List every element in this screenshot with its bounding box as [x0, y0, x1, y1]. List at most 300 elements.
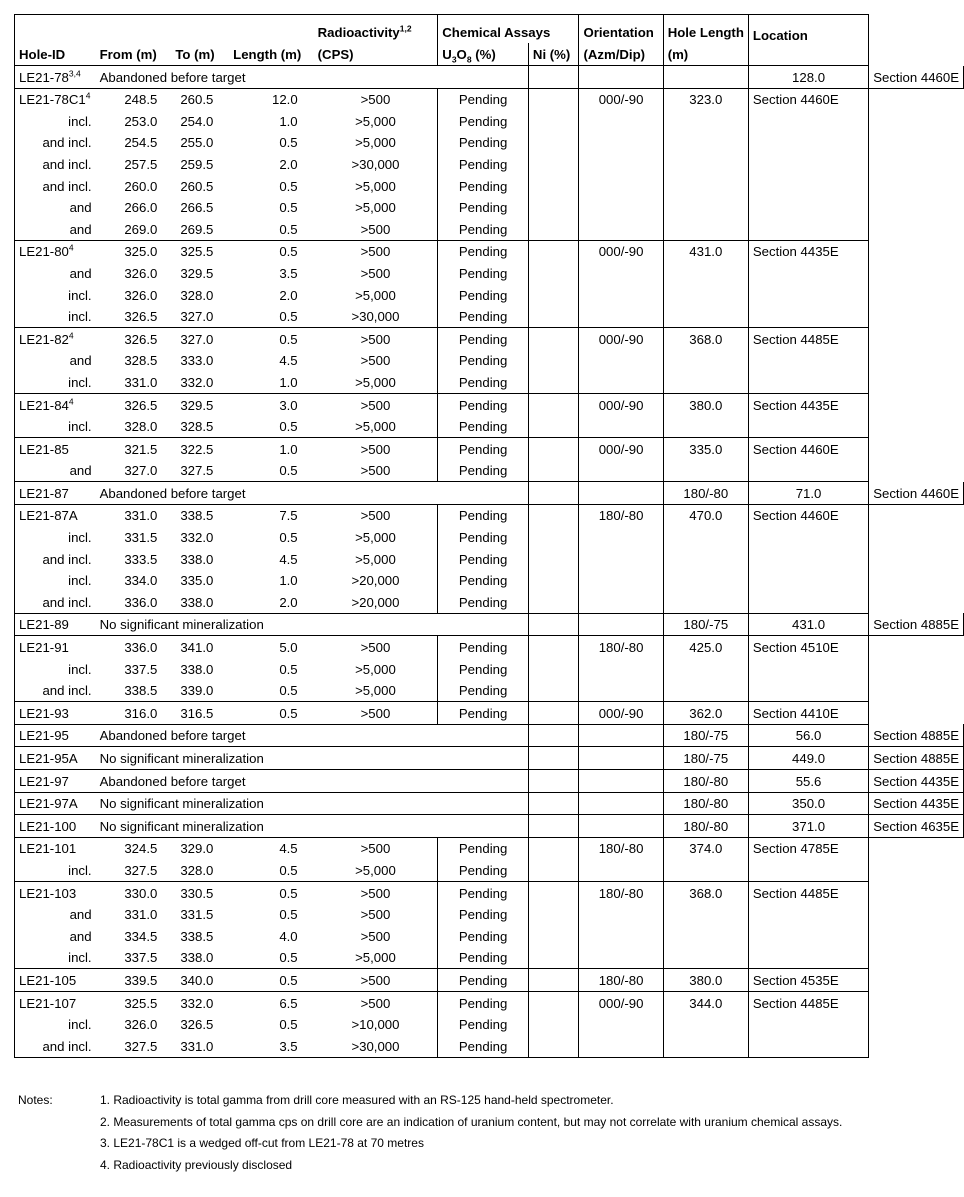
ni-cell	[528, 350, 579, 372]
location-cell	[748, 680, 868, 702]
length-cell: 0.5	[279, 1017, 298, 1033]
ni-cell	[528, 837, 579, 859]
ni-cell	[528, 153, 579, 175]
interval-qualifier: and incl.	[15, 175, 96, 197]
radioactivity-cell	[438, 482, 529, 505]
hole-id: LE21-95A	[19, 751, 78, 766]
orientation-cell: 180/-80	[579, 881, 663, 903]
hole-length-cell: 425.0	[663, 636, 748, 658]
hole-id-cell	[15, 837, 96, 859]
radioactivity-cell: >500	[314, 504, 438, 526]
hole-id: LE21-97	[19, 773, 69, 789]
hole-length-cell	[663, 132, 748, 154]
radioactivity-cell: >5,000	[314, 680, 438, 702]
hole-length-cell	[663, 306, 748, 328]
orientation-cell: 180/-80	[579, 636, 663, 658]
table-row	[15, 770, 964, 793]
drill-results-table	[14, 14, 964, 1058]
hole-length-cell	[663, 570, 748, 592]
ni-cell	[579, 613, 663, 636]
orientation-cell	[579, 859, 663, 881]
from-cell: 326.5	[124, 331, 158, 347]
length-cell: 0.5	[229, 416, 313, 438]
hole-id-cell	[15, 504, 96, 526]
interval-qualifier: and incl.	[15, 548, 96, 570]
location-cell: Section 4635E	[869, 815, 964, 838]
radioactivity-cell	[438, 770, 529, 793]
to-cell: 322.5	[180, 441, 214, 457]
u3o8-cell: Pending	[438, 881, 529, 903]
hole-id-cell	[15, 747, 96, 770]
from-cell: 327.5	[96, 859, 172, 881]
location-cell	[748, 197, 868, 219]
from-cell: 260.0	[124, 178, 158, 194]
hole-length-cell	[663, 680, 748, 702]
hole-id-cell	[15, 815, 96, 838]
table-row	[15, 881, 964, 903]
location-cell	[748, 218, 868, 240]
to-cell: 325.5	[180, 244, 214, 260]
radioactivity-cell: >5,000	[314, 658, 438, 680]
to-cell: 332.0	[180, 995, 214, 1011]
u3o8-cell	[528, 792, 579, 815]
hole-id-cell	[15, 792, 96, 815]
radioactivity-cell: >5,000	[314, 548, 438, 570]
hole-length-cell: 449.0	[748, 747, 868, 770]
orientation-cell: 180/-75	[663, 613, 748, 636]
hole-id: LE21-85	[19, 441, 69, 457]
u3o8-cell	[528, 66, 579, 89]
table-row	[15, 947, 964, 969]
hole-id-cell	[15, 702, 96, 725]
ni-cell	[579, 792, 663, 815]
hole-length-cell: 368.0	[663, 328, 748, 350]
table-row	[15, 416, 964, 438]
to-cell: 255.0	[180, 135, 214, 151]
header-orientation: Orientation	[579, 15, 663, 44]
ni-cell	[579, 66, 663, 89]
hole-id-cell	[15, 88, 96, 110]
orientation-cell: 180/-80	[663, 792, 748, 815]
to-cell: 328.5	[171, 416, 229, 438]
orientation-cell	[663, 66, 748, 89]
table-row	[15, 66, 964, 89]
length-cell: 0.5	[229, 460, 313, 482]
length-cell: 6.5	[279, 995, 298, 1011]
orientation-cell	[579, 284, 663, 306]
u3o8-cell: Pending	[438, 371, 529, 393]
u3o8-cell: Pending	[438, 504, 529, 526]
hole-length-cell: 128.0	[748, 66, 868, 89]
interval-qualifier: incl.	[15, 658, 96, 680]
note-2: 2. Measurements of total gamma cps on drill core are an indication of uranium content, but may not correlate with uranium chemical assays.	[100, 1114, 843, 1129]
table-row	[15, 815, 964, 838]
u3o8-cell: Pending	[438, 132, 529, 154]
interval-qualifier: incl.	[15, 859, 96, 881]
header-chemical-assays: Chemical Assays	[438, 15, 579, 44]
from-cell: 327.5	[96, 1035, 172, 1057]
hole-id: LE21-93	[19, 705, 69, 721]
to-cell: 269.5	[171, 218, 229, 240]
u3o8-cell: Pending	[438, 110, 529, 132]
ni-cell	[528, 460, 579, 482]
from-cell: 257.5	[124, 156, 158, 172]
u3o8-cell	[528, 747, 579, 770]
from-cell: 327.0	[96, 460, 172, 482]
location-cell: Section 4410E	[748, 702, 868, 725]
hole-length-cell: 350.0	[748, 792, 868, 815]
orientation-cell: 000/-90	[579, 328, 663, 350]
orientation-cell	[579, 350, 663, 372]
u3o8-cell: Pending	[438, 837, 529, 859]
to-cell: 327.0	[171, 306, 229, 328]
orientation-cell	[579, 947, 663, 969]
hole-id-cell	[15, 482, 96, 505]
from-cell: 248.5	[124, 92, 158, 108]
location-cell: Section 4485E	[748, 991, 868, 1013]
hole-note: No significant mineralization	[96, 815, 438, 838]
ni-cell	[528, 371, 579, 393]
location-cell: Section 4535E	[748, 969, 868, 992]
note-4: 4. Radioactivity previously disclosed	[100, 1157, 293, 1172]
length-cell: 0.5	[229, 859, 313, 881]
radioactivity-cell	[438, 747, 529, 770]
hole-length-cell: 431.0	[663, 240, 748, 262]
ni-cell	[528, 636, 579, 658]
orientation-cell	[579, 110, 663, 132]
hole-note: No significant mineralization	[96, 792, 438, 815]
to-cell: 259.5	[180, 156, 214, 172]
interval-qualifier: and	[15, 350, 96, 372]
radioactivity-cell: >500	[314, 218, 438, 240]
orientation-cell: 000/-90	[579, 88, 663, 110]
header-ni: Ni (%)	[528, 43, 579, 66]
interval-qualifier: incl.	[15, 284, 96, 306]
length-cell: 2.0	[279, 287, 298, 303]
to-cell: 329.5	[180, 265, 214, 281]
length-cell: 2.0	[229, 591, 313, 613]
interval-qualifier: incl.	[15, 371, 96, 393]
from-cell: 328.5	[124, 353, 158, 369]
interval-qualifier: incl.	[15, 526, 96, 548]
interval-qualifier: incl.	[15, 947, 96, 969]
length-cell: 0.5	[229, 702, 313, 725]
radioactivity-cell: >20,000	[314, 591, 438, 613]
from-cell: 331.0	[124, 508, 158, 524]
length-cell: 2.0	[279, 156, 298, 172]
orientation-cell: 000/-90	[579, 702, 663, 725]
header-u3o8	[438, 43, 529, 66]
orientation-cell	[579, 570, 663, 592]
u3o8-cell: Pending	[438, 859, 529, 881]
from-cell: 324.5	[124, 841, 158, 857]
note-1: 1. Radioactivity is total gamma from drill core measured with an RS-125 hand-held spectrometer.	[100, 1093, 614, 1107]
hole-id-cell	[15, 969, 96, 992]
to-cell: 335.0	[180, 573, 214, 589]
hole-length-cell: 374.0	[663, 837, 748, 859]
interval-qualifier: incl.	[15, 570, 96, 592]
interval-qualifier: and	[15, 262, 96, 284]
orientation-cell	[579, 658, 663, 680]
hole-length-cell: 371.0	[748, 815, 868, 838]
from-cell: 339.5	[96, 969, 172, 992]
location-cell	[748, 1014, 868, 1036]
location-cell: Section 4460E	[869, 66, 964, 89]
to-cell: 333.0	[180, 353, 214, 369]
hole-note: Abandoned before target	[96, 724, 438, 747]
orientation-cell: 180/-80	[663, 815, 748, 838]
u3o8-cell: Pending	[438, 240, 529, 262]
location-cell	[748, 591, 868, 613]
radioactivity-cell: >5,000	[314, 416, 438, 438]
from-cell: 337.5	[124, 661, 158, 677]
radioactivity-cell: >500	[314, 88, 438, 110]
radioactivity-cell	[438, 724, 529, 747]
orientation-cell	[579, 591, 663, 613]
length-cell: 0.5	[229, 947, 313, 969]
orientation-cell: 180/-80	[579, 969, 663, 992]
hole-id-footnote: 4	[68, 242, 74, 253]
radioactivity-cell: >5,000	[314, 947, 438, 969]
ni-cell	[528, 1035, 579, 1057]
hole-id-cell	[15, 66, 96, 89]
hole-id-cell	[15, 636, 96, 658]
length-cell: 3.5	[279, 265, 298, 281]
hole-length-cell	[663, 925, 748, 947]
ni-cell	[528, 548, 579, 570]
ni-cell	[528, 925, 579, 947]
hole-id-cell	[15, 438, 96, 460]
length-cell: 0.5	[229, 969, 313, 992]
length-cell: 7.5	[279, 508, 298, 524]
location-cell: Section 4885E	[869, 613, 964, 636]
hole-note: Abandoned before target	[96, 770, 438, 793]
header-length: Length (m)	[229, 15, 313, 66]
u3o8-cell: Pending	[438, 350, 529, 372]
ni-cell	[528, 504, 579, 526]
to-cell: 338.5	[180, 508, 214, 524]
location-cell: Section 4785E	[748, 837, 868, 859]
hole-length-cell: 362.0	[663, 702, 748, 725]
from-cell: 266.0	[124, 200, 158, 216]
radioactivity-cell: >500	[314, 837, 438, 859]
radioactivity-cell: >500	[314, 262, 438, 284]
hole-id: LE21-107	[19, 995, 77, 1011]
length-cell: 4.5	[279, 551, 298, 567]
table-row	[15, 526, 964, 548]
to-cell: 254.0	[180, 113, 214, 129]
hole-length-cell: 335.0	[663, 438, 748, 460]
table-row	[15, 371, 964, 393]
u3o8-cell: Pending	[438, 197, 529, 219]
to-cell: 316.5	[171, 702, 229, 725]
length-cell: 1.0	[279, 573, 298, 589]
orientation-cell: 000/-90	[579, 393, 663, 415]
hole-length-cell: 344.0	[663, 991, 748, 1013]
length-cell: 3.0	[279, 397, 298, 413]
location-cell	[748, 284, 868, 306]
hole-note: Abandoned before target	[96, 66, 438, 89]
from-cell: 321.5	[124, 441, 158, 457]
interval-qualifier: incl.	[15, 1014, 96, 1036]
orientation-cell: 180/-80	[579, 504, 663, 526]
table-row	[15, 702, 964, 725]
location-cell: Section 4435E	[748, 393, 868, 415]
radioactivity-cell: >500	[314, 881, 438, 903]
location-cell: Section 4435E	[748, 240, 868, 262]
length-cell: 4.0	[279, 928, 298, 944]
radioactivity-cell: >5,000	[314, 197, 438, 219]
ni-cell	[528, 110, 579, 132]
ni-cell	[579, 770, 663, 793]
from-cell: 336.0	[124, 640, 158, 656]
from-cell: 334.5	[124, 928, 158, 944]
u3o8-cell: Pending	[438, 393, 529, 415]
table-row	[15, 284, 964, 306]
to-cell: 260.5	[180, 92, 214, 108]
orientation-cell: 000/-90	[579, 240, 663, 262]
table-row	[15, 153, 964, 175]
from-cell: 254.5	[124, 135, 158, 151]
orientation-cell	[579, 460, 663, 482]
ni-cell	[528, 570, 579, 592]
hole-id-cell	[15, 881, 96, 903]
table-row	[15, 792, 964, 815]
location-cell	[748, 110, 868, 132]
header-orientation-unit: (Azm/Dip)	[579, 43, 663, 66]
radioactivity-cell	[438, 66, 529, 89]
table-row	[15, 724, 964, 747]
orientation-cell	[579, 526, 663, 548]
length-cell: 3.5	[229, 1035, 313, 1057]
table-row	[15, 240, 964, 262]
to-cell: 260.5	[180, 178, 214, 194]
table-row	[15, 904, 964, 926]
hole-length-cell	[663, 371, 748, 393]
u3o8-cell: Pending	[438, 328, 529, 350]
u3o8-cell: Pending	[438, 262, 529, 284]
table-row	[15, 438, 964, 460]
interval-qualifier: incl.	[15, 416, 96, 438]
radioactivity-cell: >500	[314, 925, 438, 947]
hole-id: LE21-80	[19, 244, 69, 260]
u3o8-cell: Pending	[438, 680, 529, 702]
table-row	[15, 570, 964, 592]
location-cell: Section 4460E	[748, 438, 868, 460]
orientation-cell	[579, 925, 663, 947]
length-cell: 0.5	[279, 907, 298, 923]
to-cell: 338.0	[180, 661, 214, 677]
ni-cell	[579, 724, 663, 747]
length-cell: 5.0	[279, 640, 298, 656]
hole-length-cell	[663, 1035, 748, 1057]
to-cell: 341.0	[180, 640, 214, 656]
ni-cell	[528, 969, 579, 992]
interval-qualifier: and	[15, 925, 96, 947]
header-radioactivity-unit: (CPS)	[314, 43, 438, 66]
orientation-cell	[579, 904, 663, 926]
interval-qualifier: and	[15, 904, 96, 926]
from-cell: 333.5	[124, 551, 158, 567]
orientation-cell	[579, 371, 663, 393]
u3o8-cell: Pending	[438, 591, 529, 613]
table-row	[15, 306, 964, 328]
radioactivity-cell: >20,000	[314, 570, 438, 592]
location-cell	[748, 1035, 868, 1057]
hole-id-footnote: 3,4	[68, 68, 81, 79]
ni-cell	[528, 526, 579, 548]
to-cell: 326.5	[180, 1017, 214, 1033]
header-radioactivity	[314, 15, 438, 44]
from-cell: 326.0	[124, 287, 158, 303]
u3o8-cell: Pending	[438, 548, 529, 570]
ni-cell	[528, 88, 579, 110]
radioactivity-cell: >5,000	[314, 110, 438, 132]
orientation-cell: 180/-80	[663, 770, 748, 793]
ni-cell	[528, 438, 579, 460]
u3o8-o: O	[456, 47, 467, 62]
hole-id: LE21-87	[19, 485, 69, 501]
table-row	[15, 548, 964, 570]
hole-length-cell	[663, 658, 748, 680]
hole-note: No significant mineralization	[96, 747, 438, 770]
hole-id: LE21-103	[19, 885, 77, 901]
location-cell	[748, 904, 868, 926]
to-cell: 339.0	[171, 680, 229, 702]
location-cell	[748, 526, 868, 548]
hole-note: No significant mineralization	[96, 613, 438, 636]
radioactivity-cell: >30,000	[314, 1035, 438, 1057]
location-cell	[748, 416, 868, 438]
ni-cell	[528, 175, 579, 197]
ni-cell	[528, 306, 579, 328]
ni-cell	[528, 859, 579, 881]
u3o8-cell: Pending	[438, 460, 529, 482]
to-cell: 338.0	[171, 591, 229, 613]
hole-id: LE21-87A	[19, 508, 78, 524]
table-row	[15, 197, 964, 219]
hole-length-cell	[663, 350, 748, 372]
hole-id-footnote: 4	[68, 396, 74, 407]
to-cell: 328.0	[180, 287, 214, 303]
from-cell: 330.0	[124, 885, 158, 901]
u3o8-cell: Pending	[438, 947, 529, 969]
orientation-cell	[579, 1014, 663, 1036]
orientation-cell	[579, 1035, 663, 1057]
from-cell: 331.0	[124, 907, 158, 923]
u3o8-cell: Pending	[438, 702, 529, 725]
hole-length-cell: 56.0	[748, 724, 868, 747]
u3o8-u: U	[442, 47, 452, 62]
orientation-cell: 180/-80	[663, 482, 748, 505]
length-cell: 0.5	[229, 306, 313, 328]
u3o8-cell: Pending	[438, 904, 529, 926]
length-cell: 0.5	[279, 135, 298, 151]
hole-id-footnote: 4	[85, 90, 91, 101]
table-row	[15, 636, 964, 658]
location-cell	[748, 371, 868, 393]
ni-cell	[528, 1014, 579, 1036]
radioactivity-cell: >500	[314, 969, 438, 992]
header-hole-length-unit: (m)	[663, 43, 748, 66]
table-row	[15, 991, 964, 1013]
hole-id: LE21-89	[19, 617, 69, 633]
radioactivity-cell: >5,000	[314, 132, 438, 154]
ni-cell	[528, 328, 579, 350]
from-cell: 338.5	[96, 680, 172, 702]
hole-id-cell	[15, 770, 96, 793]
to-cell: 329.0	[180, 841, 214, 857]
